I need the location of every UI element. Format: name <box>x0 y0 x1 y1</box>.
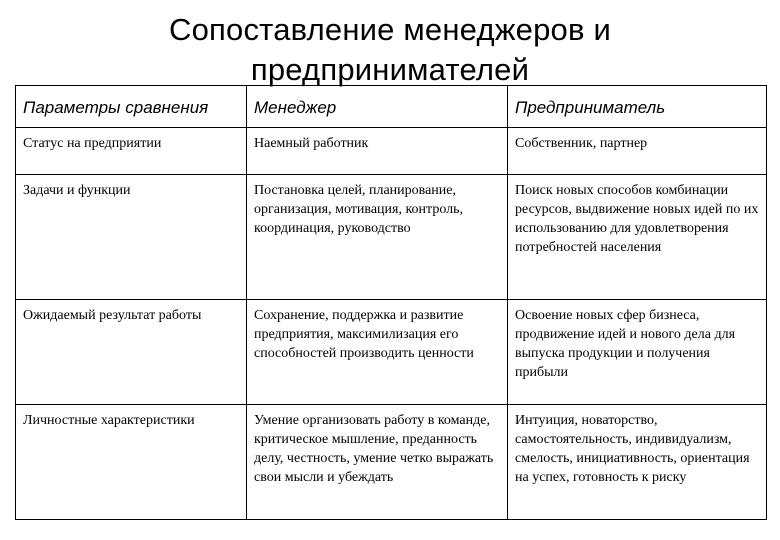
row-manager-cell: Сохранение, поддержка и развитие предприятия, максимилизация его способностей производить ценности <box>247 300 508 405</box>
row-parameter-cell: Статус на предприятии <box>16 128 247 175</box>
row-parameter-cell: Ожидаемый результат работы <box>16 300 247 405</box>
row-manager-cell: Умение организовать работу в команде, критическое мышление, преданность делу, честность, умение четко выражать свои мысли и убеждать <box>247 405 508 520</box>
row-parameter-cell: Личностные характеристики <box>16 405 247 520</box>
comparison-table <box>15 85 767 520</box>
row-manager-cell: Постановка целей, планирование, организация, мотивация, контроль, координация, руководство <box>247 175 508 300</box>
page-title-line-1: Сопоставление менеджеров и <box>168 12 611 47</box>
row-entrepreneur-cell: Интуиция, новаторство, самостоятельность, индивидуализм, смелость, инициативность, ориентация на успех, готовность к риску <box>508 405 767 520</box>
row-entrepreneur-cell: Освоение новых сфер бизнеса, продвижение идей и нового дела для выпуска продукции и получения прибыли <box>508 300 767 405</box>
table-row <box>16 405 767 520</box>
row-manager-cell: Наемный работник <box>247 128 508 175</box>
header-manager: Менеджер <box>247 86 508 128</box>
header-entrepreneur: Предприниматель <box>508 86 767 128</box>
page-title-line-2: предпринимателей <box>250 52 530 87</box>
table-row <box>16 175 767 300</box>
table-row <box>16 300 767 405</box>
row-entrepreneur-cell: Поиск новых способов комбинации ресурсов, выдвижение новых идей по их использованию для удовлетворения потребностей населения <box>508 175 767 300</box>
page-title <box>0 10 780 90</box>
row-entrepreneur-cell: Собственник, партнер <box>508 128 767 175</box>
row-parameter-cell: Задачи и функции <box>16 175 247 300</box>
table-header-row <box>16 86 767 128</box>
header-parameters: Параметры сравнения <box>16 86 247 128</box>
table-row <box>16 128 767 175</box>
